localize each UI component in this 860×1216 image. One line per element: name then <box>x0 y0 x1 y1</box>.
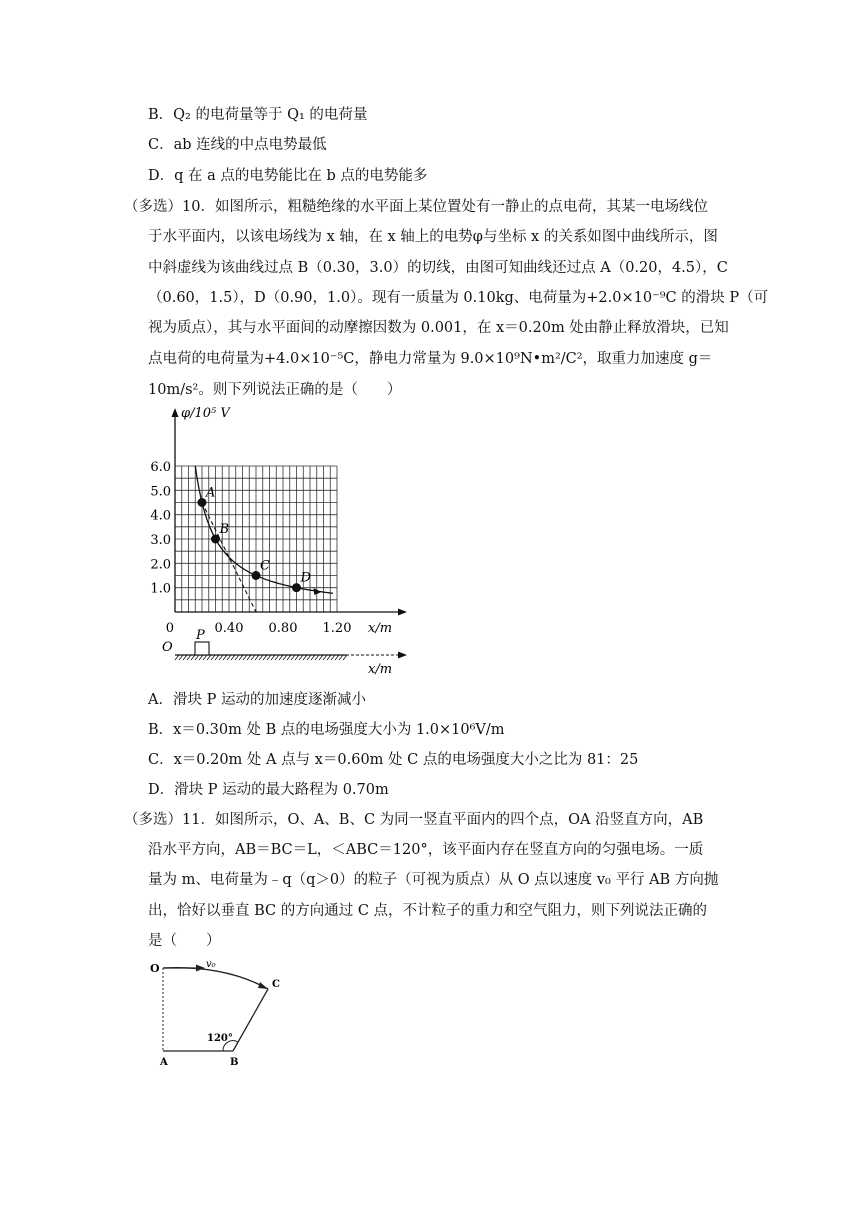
q10-stem-line-6: 点电荷的电荷量为+4.0×10⁻⁵C，静电力常量为 9.0×10⁹N•m²/C²，取重力加速度 g＝ <box>148 351 713 367</box>
ground-hatch <box>199 655 203 660</box>
q9-option-d: D．q 在 a 点的电势能比在 b 点的电势能多 <box>148 168 428 184</box>
ground-hatch <box>195 655 199 660</box>
ground-axis-arrow-icon <box>398 652 407 659</box>
ground-hatch <box>255 655 259 660</box>
label-angle: 120° <box>207 1033 233 1044</box>
q10-stem-line-4: （0.60，1.5），D（0.90，1.0）。现有一质量为 0.10kg、电荷量为+2.0×10⁻⁹C 的滑块 P（可 <box>148 290 769 306</box>
point-label-a: A <box>206 485 216 501</box>
ground-hatch <box>311 655 315 660</box>
q11-stem-line-1: （多选）11．如图所示，O、A、B、C 为同一竖直平面内的四个点，OA 沿竖直方向，AB <box>124 812 704 828</box>
label-a: A <box>160 1057 168 1068</box>
q10-option-c: C．x＝0.20m 处 A 点与 x＝0.60m 处 C 点的电场强度大小之比为 81：25 <box>148 752 639 768</box>
trajectory-curve <box>163 968 268 989</box>
ground-hatch <box>207 655 211 660</box>
ground-hatch <box>227 655 231 660</box>
q10-option-b: B．x＝0.30m 处 B 点的电场强度大小为 1.0×10⁶V/m <box>148 722 505 738</box>
ground-hatch <box>315 655 319 660</box>
ground-hatch <box>223 655 227 660</box>
x-tick-label: 1.20 <box>322 621 352 636</box>
q11-stem-line-2: 沿水平方向，AB＝BC＝L，＜ABC＝120°，该平面内存在竖直方向的匀强电场。一质 <box>148 842 704 858</box>
ground-hatch <box>335 655 339 660</box>
q10-stem-line-3: 中斜虚线为该曲线过点 B（0.30，3.0）的切线，由图可知曲线还过点 A（0.20，4.5），C <box>148 260 728 276</box>
ground-hatch <box>247 655 251 660</box>
q10-stem-line-7: 10m/s²。则下列说法正确的是（ ） <box>148 382 402 398</box>
block-label: P <box>196 628 205 643</box>
ground-hatch <box>331 655 335 660</box>
ground-hatch <box>275 655 279 660</box>
y-tick-label: 3.0 <box>150 533 171 548</box>
ground-hatch <box>215 655 219 660</box>
q11-stem-line-4: 出，恰好以垂直 BC 的方向通过 C 点，不计粒子的重力和空气阻力，则下列说法正确的 <box>148 903 708 919</box>
velocity-arrow-icon <box>196 965 205 972</box>
ground-hatch <box>279 655 283 660</box>
ground-hatch <box>343 655 347 660</box>
block-p <box>195 642 209 655</box>
ground-hatch <box>203 655 207 660</box>
y-axis-label: φ/10⁵ V <box>181 406 230 421</box>
origin-label: O <box>162 640 173 655</box>
label-o: O <box>150 962 160 975</box>
phi-x-chart <box>140 405 420 675</box>
ground-hatch <box>287 655 291 660</box>
point-label-d: D <box>300 570 311 586</box>
label-c: C <box>272 979 280 990</box>
x-tick-label: 0.40 <box>214 621 244 636</box>
ground-hatch <box>251 655 255 660</box>
q11-stem-line-5: 是（ ） <box>148 933 221 949</box>
ground-hatch <box>339 655 343 660</box>
y-axis-arrow-icon <box>172 408 179 417</box>
ground-hatch <box>187 655 191 660</box>
y-tick-label: 4.0 <box>150 508 171 524</box>
x-axis-label: x/m <box>368 621 393 636</box>
x-tick-label: 0.80 <box>268 621 298 636</box>
x-axis-arrow-icon <box>398 609 407 616</box>
ground-hatch <box>183 655 187 660</box>
ground-hatch <box>295 655 299 660</box>
x-tick-label: 0 <box>165 621 174 636</box>
y-tick-label: 2.0 <box>150 557 171 573</box>
ground-hatch <box>239 655 243 660</box>
bc-line <box>233 989 268 1051</box>
trajectory-arrow-icon <box>258 982 268 989</box>
q10-stem-line-2: 于水平面内，以该电场线为 x 轴，在 x 轴上的电势φ与坐标 x 的关系如图中曲线所示，图 <box>148 229 718 245</box>
ground-hatch <box>263 655 267 660</box>
ground-hatch <box>299 655 303 660</box>
ground-hatch <box>243 655 247 660</box>
ground-hatch <box>191 655 195 660</box>
q10-stem-line-1: （多选）10．如图所示，粗糙绝缘的水平面上某位置处有一静止的点电荷，其某一电场线位 <box>124 199 708 215</box>
ground-hatch <box>211 655 215 660</box>
ground-hatch <box>231 655 235 660</box>
y-tick-label: 5.0 <box>150 484 171 500</box>
q11-figure <box>145 955 295 1070</box>
y-tick-label: 6.0 <box>150 460 171 475</box>
ground-hatch <box>303 655 307 660</box>
point-label-b: B <box>219 522 230 537</box>
ground-hatch <box>219 655 223 660</box>
ground-hatch <box>271 655 275 660</box>
ground-hatch <box>175 655 179 660</box>
label-v0: v₀ <box>206 959 216 970</box>
q9-option-b: B．Q₂ 的电荷量等于 Q₁ 的电荷量 <box>148 107 368 123</box>
ground-hatch <box>307 655 311 660</box>
y-tick-label: 1.0 <box>150 581 171 597</box>
ground-hatch <box>319 655 323 660</box>
ground-hatch <box>323 655 327 660</box>
q10-stem-line-5: 视为质点），其与水平面间的动摩擦因数为 0.001，在 x＝0.20m 处由静止释放滑块，已知 <box>148 320 729 336</box>
q11-stem-line-3: 量为 m、电荷量为﹣q（q＞0）的粒子（可视为质点）从 O 点以速度 v₀ 平行 AB 方向抛 <box>148 872 719 888</box>
ground-hatch <box>259 655 263 660</box>
point-label-c: C <box>260 558 270 574</box>
ground-hatch <box>327 655 331 660</box>
ground-hatch <box>267 655 271 660</box>
q9-option-c: C．ab 连线的中点电势最低 <box>148 137 327 153</box>
curve-arrow-icon <box>313 588 321 595</box>
q10-option-d: D．滑块 P 运动的最大路程为 0.70m <box>148 782 389 798</box>
ground-axis-label: x/m <box>368 662 393 675</box>
ground-hatch <box>291 655 295 660</box>
ground-hatch <box>283 655 287 660</box>
label-b: B <box>230 1057 239 1068</box>
ground-hatch <box>179 655 183 660</box>
ground-hatch <box>235 655 239 660</box>
q10-option-a: A．滑块 P 运动的加速度逐渐减小 <box>148 692 366 708</box>
